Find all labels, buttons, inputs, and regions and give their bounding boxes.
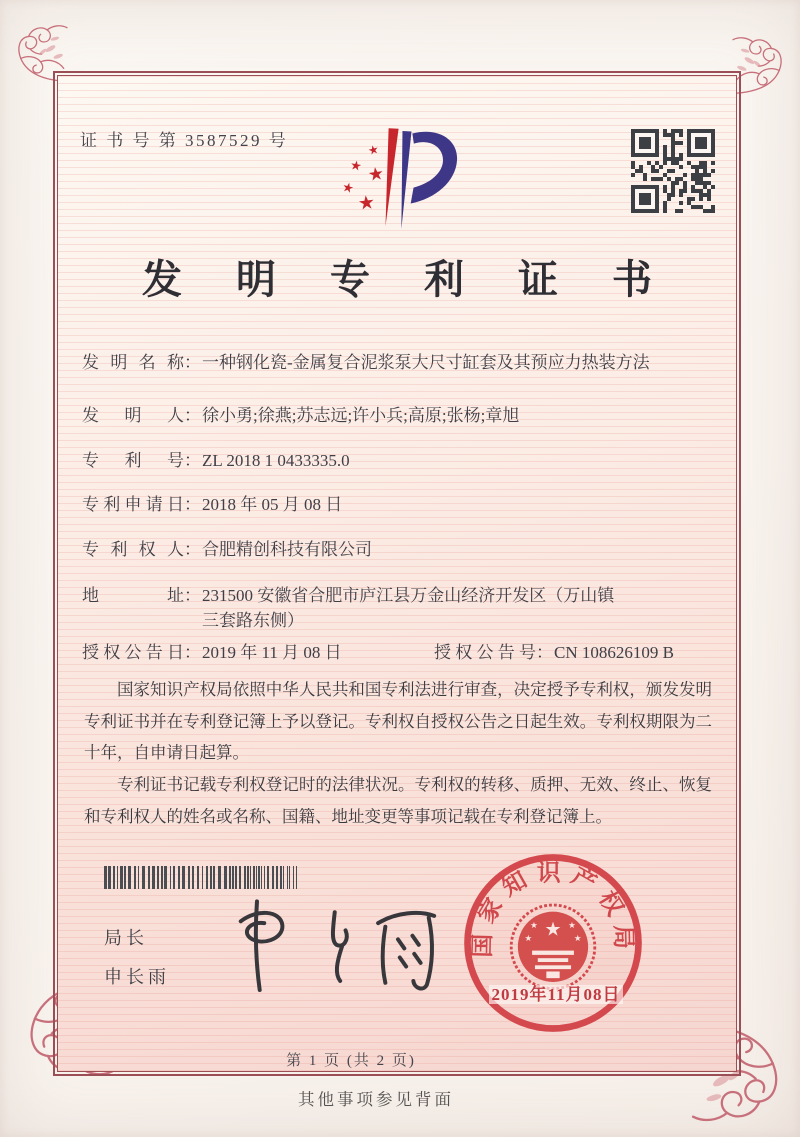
legal-paragraph: 专利证书记载专利权登记时的法律状况。专利权的转移、质押、无效、终止、恢复和专利权人的姓名或名称、国籍、地址变更等事项记载在专利登记簿上。 xyxy=(84,775,712,826)
page-indicator: 第 1 页 (共 2 页) xyxy=(286,1053,416,1069)
field-value: 2018 年 05 月 08 日 xyxy=(202,495,343,514)
director-title: 局长 xyxy=(104,928,148,948)
field-label: 地址 xyxy=(82,586,184,605)
field-label: 授权公告号 xyxy=(434,643,536,662)
field-label: 授权公告日 xyxy=(82,643,184,662)
field-value: ZL 2018 1 0433335.0 xyxy=(202,451,350,470)
director-name: 申长雨 xyxy=(104,967,170,987)
field-grant-number: 授权公告号 ： CN 108626109 B xyxy=(434,641,674,666)
seal-text: 国家知识产权局 xyxy=(469,860,637,958)
field-label: 发明人 xyxy=(82,406,184,425)
field-value: 一种钢化瓷-金属复合泥浆泵大尺寸缸套及其预应力热装方法 xyxy=(202,353,650,372)
field-invention-name: 发明名称 ： 一种钢化瓷-金属复合泥浆泵大尺寸缸套及其预应力热装方法 xyxy=(82,351,714,376)
seal-date: 2019年11月08日 xyxy=(491,985,621,1004)
signature-icon xyxy=(210,884,445,1002)
back-note: 其他事项参见背面 xyxy=(298,1090,454,1109)
field-application-date: 专利申请日 ： 2018 年 05 月 08 日 xyxy=(82,493,714,518)
field-inventors: 发明人 ： 徐小勇;徐燕;苏志远;许小兵;高原;张杨;章旭 xyxy=(82,404,714,429)
field-label: 发明名称 xyxy=(82,353,184,372)
cnipa-logo-icon: ★ ★ ★ ★ ★ xyxy=(330,124,480,238)
qr-code-icon xyxy=(631,129,715,213)
field-value: 231500 安徽省合肥市庐江县万金山经济开发区（万山镇 三套路东侧） xyxy=(202,586,615,630)
field-patentee: 专利权人 ： 合肥精创科技有限公司 xyxy=(82,538,714,563)
field-patent-number: 专利号 ： ZL 2018 1 0433335.0 xyxy=(82,449,714,474)
grant-date-value: 2019 年 11 月 08 日 xyxy=(202,643,342,662)
legal-paragraph: 国家知识产权局依照中华人民共和国专利法进行审查，决定授予专利权，颁发发明专利证书并在专利登记簿上予以登记。专利权自授权公告之日起生效。专利权期限为二十年，自申请日起算。 xyxy=(84,680,712,763)
svg-text:★: ★ xyxy=(568,920,576,931)
grant-number-value: CN 108626109 B xyxy=(554,643,674,662)
director-block xyxy=(104,924,170,1002)
logo-p-mark xyxy=(330,124,480,238)
field-label: 专利权人 xyxy=(82,540,184,559)
field-address: 地址 ： 231500 安徽省合肥市庐江县万金山经济开发区（万山镇 三套路东侧） xyxy=(82,584,714,633)
field-value: 徐小勇;徐燕;苏志远;许小兵;高原;张杨;章旭 xyxy=(202,406,520,425)
field-value: 合肥精创科技有限公司 xyxy=(202,540,372,559)
certificate-title: 发 明 专 利 证 书 xyxy=(142,257,674,302)
svg-text:★: ★ xyxy=(544,918,562,941)
certificate-frame xyxy=(57,75,737,1072)
cnipa-seal-icon xyxy=(458,848,648,1038)
certificate-number: 证 书 号 第 3587529 号 xyxy=(80,131,289,150)
svg-text:★: ★ xyxy=(530,920,538,931)
field-label: 专利申请日 xyxy=(82,495,184,514)
field-label: 专利号 xyxy=(82,451,184,470)
svg-text:★: ★ xyxy=(573,934,582,945)
legal-text xyxy=(84,674,712,832)
svg-text:★: ★ xyxy=(524,934,533,945)
field-grant-row: 授权公告日 ： 2019 年 11 月 08 日 授权公告号 ： CN 108626109 B xyxy=(82,641,714,666)
